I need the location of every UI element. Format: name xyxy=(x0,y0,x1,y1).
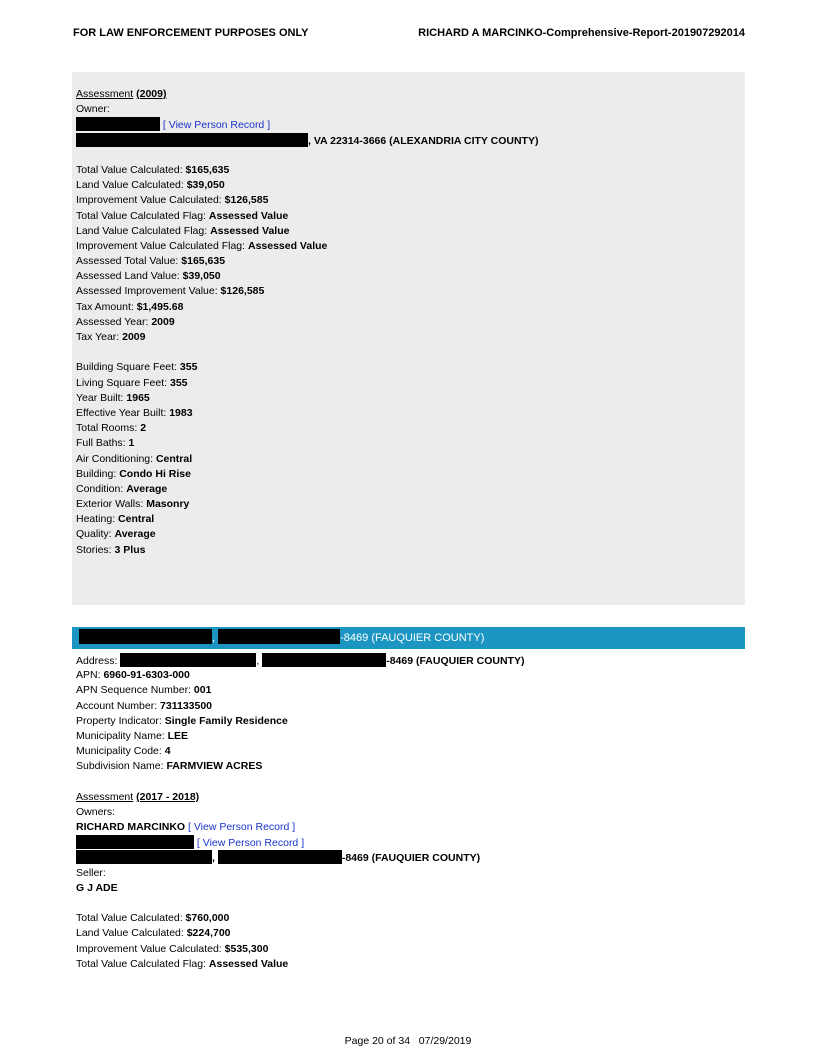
building-row: Full Baths: 1 xyxy=(76,437,135,450)
detail-row: APN: 6960-91-6303-000 xyxy=(76,669,190,682)
building-row: Year Built: 1965 xyxy=(76,391,150,404)
view-person-record-link[interactable]: [ View Person Record ] xyxy=(162,119,271,132)
value-row: Improvement Value Calculated: $535,300 xyxy=(76,942,269,955)
seller-label: Seller: xyxy=(76,866,106,879)
redacted-city-zip xyxy=(218,629,340,644)
owner-row xyxy=(76,835,741,850)
assessment-2009-section xyxy=(76,87,741,558)
detail-row: APN Sequence Number: 001 xyxy=(76,684,212,697)
value-row: Improvement Value Calculated Flag: Assessed Value xyxy=(76,239,328,252)
building-details-list xyxy=(76,360,741,557)
detail-row: Property Indicator: Single Family Residence xyxy=(76,714,288,727)
redacted-owner-address xyxy=(76,133,308,147)
value-row: Land Value Calculated Flag: Assessed Value xyxy=(76,224,290,237)
redacted-street xyxy=(79,629,212,644)
value-row: Assessed Improvement Value: $126,585 xyxy=(76,285,265,298)
detail-row: Subdivision Name: FARMVIEW ACRES xyxy=(76,760,263,773)
redacted-city-zip xyxy=(218,850,342,864)
seller-name: G J ADE xyxy=(76,881,118,894)
building-row: Total Rooms: 2 xyxy=(76,422,147,435)
redacted-owner-name xyxy=(76,117,160,131)
property-header-bar: , -8469 (FAUQUIER COUNTY) xyxy=(72,627,745,649)
assessment-heading: Assessment (2009) xyxy=(76,88,167,100)
detail-row: Municipality Name: LEE xyxy=(76,729,189,742)
owner-name-row xyxy=(76,117,741,132)
value-row: Total Value Calculated: $165,635 xyxy=(76,163,230,176)
detail-row: Account Number: 731133500 xyxy=(76,699,213,712)
owner-row: RICHARD MARCINKO [ View Person Record ] xyxy=(76,821,296,834)
value-row: Assessed Year: 2009 xyxy=(76,315,175,328)
value-row: Total Value Calculated: $760,000 xyxy=(76,912,230,925)
value-row: Total Value Calculated Flag: Assessed Value xyxy=(76,957,289,970)
value-row: Improvement Value Calculated: $126,585 xyxy=(76,194,269,207)
detail-row: Municipality Code: 4 xyxy=(76,745,171,758)
building-row: Building Square Feet: 355 xyxy=(76,361,198,374)
building-row: Stories: 3 Plus xyxy=(76,543,146,556)
building-row: Quality: Average xyxy=(76,528,156,541)
redacted-street xyxy=(76,850,212,864)
view-person-record-link[interactable]: [ View Person Record ] xyxy=(196,837,305,850)
building-row: Effective Year Built: 1983 xyxy=(76,406,193,419)
building-row: Heating: Central xyxy=(76,513,155,526)
value-row: Tax Year: 2009 xyxy=(76,331,146,343)
property-fauquier-section xyxy=(76,653,741,972)
report-disclaimer: FOR LAW ENFORCEMENT PURPOSES ONLY xyxy=(73,27,309,39)
owners-label: Owners: xyxy=(76,805,116,818)
owner-address-row: , -8469 (FAUQUIER COUNTY) xyxy=(76,850,741,865)
building-row: Living Square Feet: 355 xyxy=(76,376,188,389)
building-row: Exterior Walls: Masonry xyxy=(76,498,190,511)
view-person-record-link[interactable]: [ View Person Record ] xyxy=(188,821,296,834)
redacted-city-zip xyxy=(262,653,386,667)
assessment-heading: Assessment (2017 - 2018) xyxy=(76,790,200,803)
redacted-owner-name xyxy=(76,835,194,849)
assessment-values-list xyxy=(76,911,741,972)
building-row: Condition: Average xyxy=(76,482,168,495)
building-row: Air Conditioning: Central xyxy=(76,452,193,465)
owner-address-row: , VA 22314-3666 (ALEXANDRIA CITY COUNTY) xyxy=(76,133,741,148)
value-row: Land Value Calculated: $224,700 xyxy=(76,927,231,940)
value-row: Assessed Land Value: $39,050 xyxy=(76,270,221,283)
property-details-list xyxy=(76,668,741,774)
value-row: Total Value Calculated Flag: Assessed Value xyxy=(76,209,289,222)
page-footer: Page 20 of 34 07/29/2019 xyxy=(344,1035,472,1047)
value-row: Land Value Calculated: $39,050 xyxy=(76,179,225,192)
value-row: Assessed Total Value: $165,635 xyxy=(76,255,226,268)
report-title: RICHARD A MARCINKO-Comprehensive-Report-201907292014 xyxy=(418,27,745,39)
owner-label: Owner: xyxy=(76,103,110,116)
redacted-street xyxy=(120,653,256,667)
building-row: Building: Condo Hi Rise xyxy=(76,467,191,480)
assessment-values-list xyxy=(76,163,741,345)
value-row: Tax Amount: $1,495.68 xyxy=(76,300,184,313)
address-row: Address: , -8469 (FAUQUIER COUNTY) xyxy=(76,655,525,667)
